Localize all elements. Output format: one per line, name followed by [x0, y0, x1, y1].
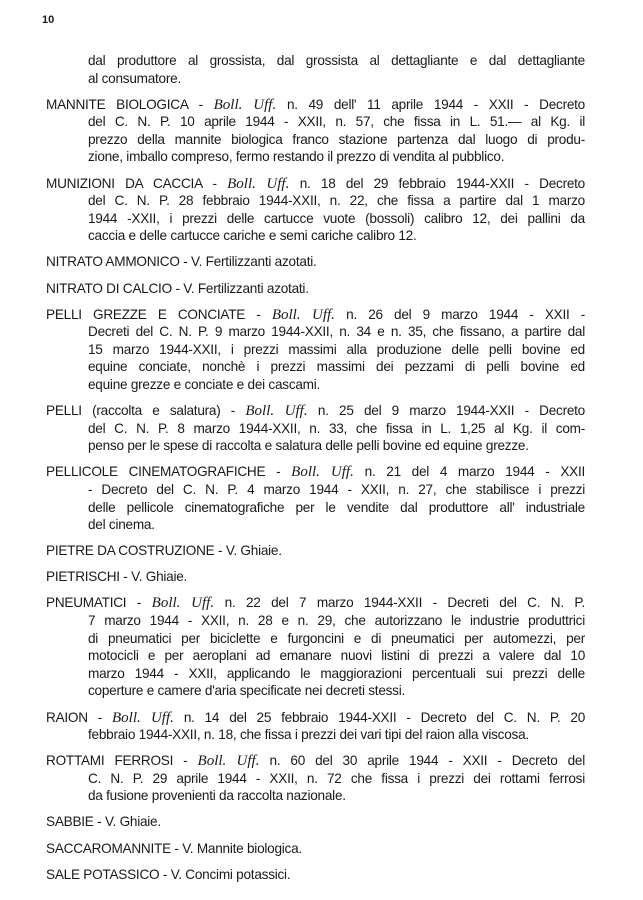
entry-text: del cinema.: [88, 517, 155, 533]
text-line: [46, 709, 585, 727]
entry-heading: ROTTAMI FERROSI -: [46, 753, 188, 769]
entry-heading: RAION -: [46, 709, 103, 725]
index-entry: [46, 840, 585, 858]
entry-text: n. 49 dell' 11 aprile 1944 - XXII - Decreto: [286, 96, 585, 112]
entry-text: al consumatore.: [88, 70, 181, 86]
entry-text: equine conciate, nonchè i prezzi massimi dei pezzami di pelli bovine ed: [88, 359, 585, 375]
entry-heading: PIETRE DA COSTRUZIONE -: [46, 543, 223, 559]
entry-text: equine grezze e conciate e dei cascami.: [88, 377, 321, 392]
bulletin-reference: Boll. Uff.: [213, 96, 277, 113]
text-line: [88, 420, 585, 438]
index-entry: [46, 709, 585, 744]
entry-heading: MUNIZIONI DA CACCIA -: [46, 175, 217, 191]
entry-text: n. 25 del 9 marzo 1944-XXII - Decreto: [317, 403, 585, 419]
bulletin-reference: Boll. Uff.: [112, 709, 174, 726]
entry-heading: NITRATO AMMONICO -: [46, 254, 188, 270]
entry-text: da fusione provenienti da raccolta nazionale.: [88, 788, 346, 804]
text-line: [46, 306, 585, 324]
entry-text: C. N. P. 29 aprile 1944 - XXII, n. 72 che fissa i prezzi dei rottami ferrosi: [88, 770, 585, 786]
text-line: [46, 253, 585, 271]
text-line: [88, 148, 585, 166]
entry-text: 1944 -XXII, i prezzi delle cartucce vuote (bossoli) calibro 12, dei pallini da: [88, 210, 585, 226]
entry-heading: PELLI (raccolta e salatura) -: [46, 403, 236, 419]
entry-text: marzo 1944 - XXII, applicando le maggiorazioni percentuali sui prezzi delle: [88, 665, 585, 681]
index-entry: [46, 594, 585, 700]
text-line: [88, 682, 585, 700]
text-line: [88, 726, 585, 744]
bulletin-reference: Boll. Uff.: [291, 464, 354, 481]
index-entry: [46, 306, 585, 394]
entry-text: motocicli e per aeroplani ad emanare nuovi listini di prezzi a valere dal 10: [88, 648, 585, 664]
text-line: [46, 568, 585, 586]
text-line: [46, 594, 585, 612]
text-line: [88, 612, 585, 630]
entry-heading: PIETRISCHI -: [46, 569, 128, 585]
index-entry: [46, 866, 585, 884]
text-line: [46, 96, 585, 114]
text-line: [88, 131, 585, 149]
document-body: [46, 52, 585, 892]
entry-text: V. Ghiaie.: [104, 814, 161, 830]
entry-heading: NITRATO DI CALCIO -: [46, 280, 180, 296]
entry-text: 15 marzo 1944-XXII, i prezzi massimi alla produzione delle pelli bovine ed: [88, 341, 585, 357]
text-line: [88, 647, 585, 665]
index-entry: [46, 752, 585, 805]
text-line: [46, 752, 585, 770]
entry-text: n. 26 del 9 marzo 1944 - XXII -: [346, 306, 585, 322]
text-line: [46, 175, 585, 193]
entry-text: di pneumatici per biciclette e furgoncini e di pneumatici per automezzi, per: [88, 630, 585, 646]
index-entry: [46, 280, 585, 298]
text-line: [46, 813, 585, 831]
entry-text: V. Fertilizzanti azotati.: [191, 254, 317, 270]
bulletin-reference: Boll. Uff.: [151, 595, 215, 612]
entry-text: n. 14 del 25 febbraio 1944-XXII - Decreto del C. N. P. 20: [183, 709, 585, 725]
text-line: [88, 665, 585, 683]
text-line: [88, 227, 585, 245]
entry-heading: PELLI GREZZE E CONCIATE -: [46, 306, 261, 322]
text-line: [88, 376, 585, 394]
index-entry: [46, 463, 585, 533]
text-line: [88, 437, 585, 455]
bulletin-reference: Boll. Uff.: [197, 753, 260, 770]
entry-heading: SACCAROMANNITE -: [46, 840, 179, 856]
index-entry: [46, 813, 585, 831]
text-line: [88, 630, 585, 648]
index-entry: [46, 568, 585, 586]
text-line: [88, 787, 585, 805]
text-line: [88, 70, 585, 88]
entry-text: V. Fertilizzanti azotati.: [183, 280, 309, 296]
entry-text: n. 21 del 4 marzo 1944 - XXII: [364, 464, 585, 480]
continued-paragraph: [46, 52, 585, 87]
entry-text: coperture e camere d'aria specificate nei decreti stessi.: [88, 683, 406, 699]
text-line: [46, 866, 585, 884]
bulletin-reference: Boll. Uff.: [227, 175, 290, 192]
entry-heading: PELLICOLE CINEMATOGRAFICHE -: [46, 464, 281, 480]
text-line: [88, 52, 585, 70]
entry-text: n. 22 del 7 marzo 1944-XXII - Decreti del C. N. P.: [224, 595, 585, 611]
entry-text: delle pellicole cinematografiche per le vendite dal produttore all' industriale: [88, 499, 585, 515]
entry-text: V. Ghiaie.: [131, 569, 188, 585]
text-line: [88, 341, 585, 359]
text-line: [88, 210, 585, 228]
entry-heading: MANNITE BIOLOGICA -: [46, 96, 203, 112]
entry-text: n. 18 del 29 febbraio 1944-XXII - Decreto: [299, 175, 585, 191]
text-line: [88, 192, 585, 210]
text-line: [46, 463, 585, 481]
index-entry: [46, 96, 585, 166]
index-entry: [46, 253, 585, 271]
text-line: [88, 516, 585, 534]
entry-text: V. Ghiaie.: [225, 543, 282, 559]
entry-text: - Decreto del C. N. P. 4 marzo 1944 - XXII, n. 27, che stabilisce i prezzi: [88, 481, 585, 497]
entry-text: febbraio 1944-XXII, n. 18, che fissa i prezzi dei vari tipi del raion alla viscosa.: [88, 727, 529, 743]
text-line: [46, 840, 585, 858]
index-entry: [46, 402, 585, 455]
page-number: 10: [42, 14, 55, 26]
entry-text: del C. N. P. 8 marzo 1944-XXII, n. 33, che fissa in L. 1,25 al Kg. il com-: [88, 420, 585, 436]
entry-text: zione, imballo compreso, fermo restando il prezzo di vendita al pubblico.: [88, 149, 505, 165]
entry-text: V. Mannite biologica.: [182, 840, 302, 856]
entry-text: V. Concimi potassici.: [170, 866, 291, 882]
text-line: [46, 402, 585, 420]
entry-heading: SABBIE -: [46, 814, 102, 830]
entry-heading: SALE POTASSICO -: [46, 866, 168, 882]
bulletin-reference: Boll. Uff.: [245, 403, 308, 420]
entry-text: penso per le spese di raccolta e salatura delle pelli bovine ed equine grezze.: [88, 438, 529, 454]
entry-text: del C. N. P. 10 aprile 1944 - XXII, n. 57, che fissa in L. 51.— al Kg. il: [88, 114, 585, 130]
text-line: [46, 280, 585, 298]
entry-text: n. 60 del 30 aprile 1944 - XXII - Decreto del: [269, 753, 585, 769]
text-line: [88, 499, 585, 517]
text-line: [88, 323, 585, 341]
text-line: [46, 542, 585, 560]
entry-heading: PNEUMATICI -: [46, 595, 142, 611]
text-line: [88, 481, 585, 499]
text-line: [88, 358, 585, 376]
text-line: [88, 770, 585, 788]
entry-text: 7 marzo 1944 - XXII, n. 28 e n. 29, che autorizzano le industrie produttrici: [88, 613, 585, 629]
bulletin-reference: Boll. Uff.: [271, 306, 335, 323]
entry-text: Decreti del C. N. P. 9 marzo 1944-XXII, n. 34 e n. 35, che fissano, a partire dal: [88, 324, 585, 340]
entry-text: dal produttore al grossista, dal grossista al dettagliante e dal dettagliante: [88, 53, 585, 68]
entry-text: prezzo della mannite biologica franco stazione partenza dal luogo di produ-: [88, 131, 585, 147]
index-entry: [46, 175, 585, 245]
text-line: [88, 113, 585, 131]
entry-text: del C. N. P. 28 febbraio 1944-XXII, n. 22, che fissa a partire dal 1 marzo: [88, 193, 585, 209]
entry-text: caccia e delle cartucce cariche e semi cariche calibro 12.: [88, 228, 417, 244]
index-entry: [46, 542, 585, 560]
